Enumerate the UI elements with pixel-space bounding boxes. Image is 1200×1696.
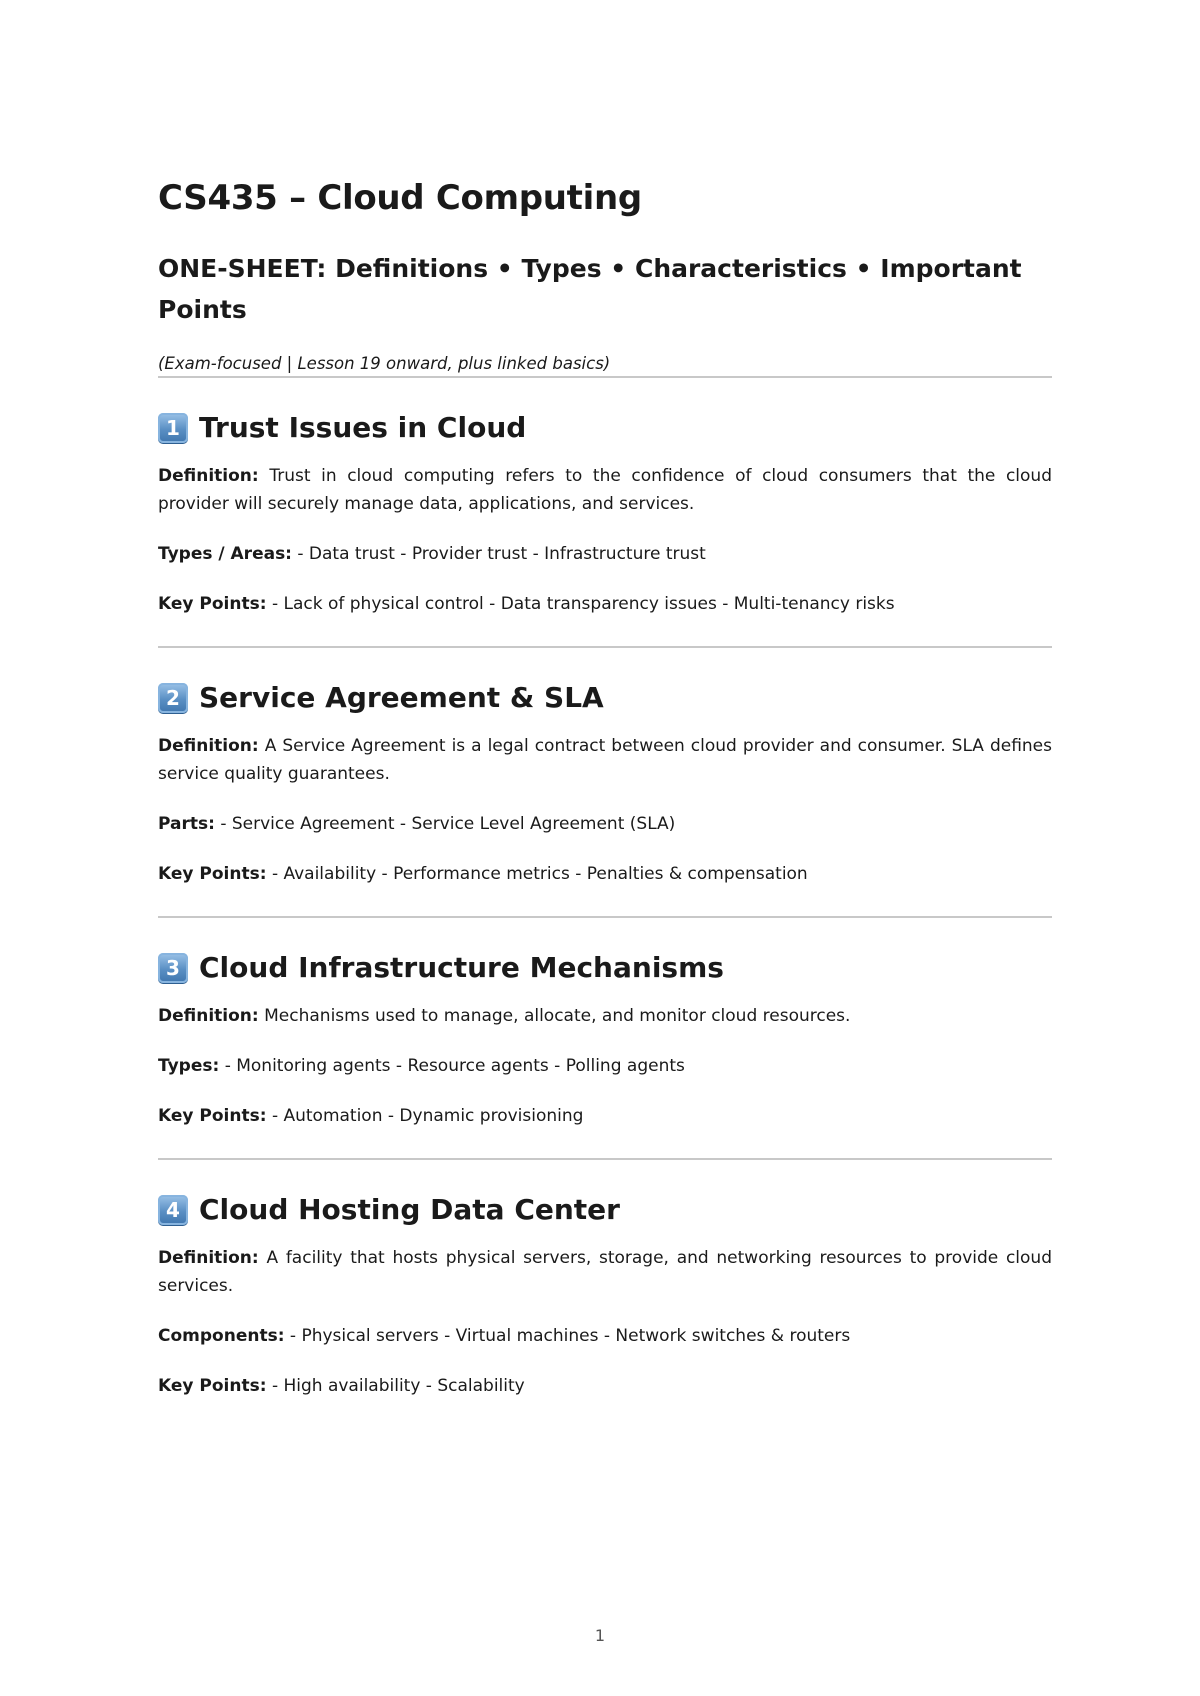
definition-paragraph xyxy=(158,1002,1052,1030)
section-heading-text: Cloud Hosting Data Center xyxy=(199,1193,620,1226)
keycap-number-icon: 1 xyxy=(158,413,188,443)
section-heading-text: Trust Issues in Cloud xyxy=(199,411,527,444)
section-heading-text: Service Agreement & SLA xyxy=(199,681,604,714)
keycap-number-icon: 3 xyxy=(158,953,188,983)
key-points-text: - High availability - Scalability xyxy=(271,1376,525,1396)
definition-paragraph xyxy=(158,1244,1052,1300)
definition-label: Definition: xyxy=(158,1006,259,1026)
types-label: Types: xyxy=(158,1056,220,1076)
keycap-number-icon: 2 xyxy=(158,683,188,713)
key-points-paragraph xyxy=(158,1372,1052,1400)
keycap-number-icon: 4 xyxy=(158,1195,188,1225)
key-points-paragraph xyxy=(158,860,1052,888)
definition-paragraph xyxy=(158,732,1052,788)
types-text: - Monitoring agents - Resource agents - Polling agents xyxy=(224,1056,685,1076)
document-note: (Exam-focused | Lesson 19 onward, plus linked basics) xyxy=(158,354,611,373)
definition-text: A facility that hosts physical servers, storage, and networking resources to provide cloud services. xyxy=(158,1248,1052,1296)
definition-text: Mechanisms used to manage, allocate, and monitor cloud resources. xyxy=(264,1006,851,1026)
key-points-text: - Lack of physical control - Data transparency issues - Multi-tenancy risks xyxy=(271,594,895,614)
definition-label: Definition: xyxy=(158,466,259,486)
types-label: Types / Areas: xyxy=(158,544,292,564)
key-points-label: Key Points: xyxy=(158,594,267,614)
components-text: - Physical servers - Virtual machines - Network switches & routers xyxy=(289,1326,851,1346)
types-text: - Data trust - Provider trust - Infrastructure trust xyxy=(297,544,706,564)
page-number: 1 xyxy=(594,1626,606,1645)
types-paragraph xyxy=(158,540,1052,568)
types-paragraph xyxy=(158,1052,1052,1080)
section-heading xyxy=(158,678,1052,718)
document-subtitle: ONE-SHEET: Definitions • Types • Characteristics • Important Points xyxy=(158,254,1022,324)
key-points-paragraph xyxy=(158,1102,1052,1130)
definition-paragraph xyxy=(158,462,1052,518)
section-service-agreement xyxy=(158,648,1052,916)
section-heading xyxy=(158,408,1052,448)
key-points-paragraph xyxy=(158,590,1052,618)
document-page xyxy=(158,170,1052,1428)
definition-text: Trust in cloud computing refers to the confidence of cloud consumers that the cloud provider will securely manage data, applications, and services. xyxy=(158,466,1052,514)
key-points-label: Key Points: xyxy=(158,1106,267,1126)
components-label: Components: xyxy=(158,1326,285,1346)
components-paragraph xyxy=(158,1322,1052,1350)
definition-label: Definition: xyxy=(158,736,259,756)
parts-paragraph xyxy=(158,810,1052,838)
key-points-label: Key Points: xyxy=(158,1376,267,1396)
definition-label: Definition: xyxy=(158,1248,259,1268)
document-title: CS435 – Cloud Computing xyxy=(158,178,642,218)
key-points-text: - Availability - Performance metrics - Penalties & compensation xyxy=(271,864,808,884)
key-points-label: Key Points: xyxy=(158,864,267,884)
key-points-text: - Automation - Dynamic provisioning xyxy=(271,1106,584,1126)
definition-text: A Service Agreement is a legal contract between cloud provider and consumer. SLA defines service quality guarantees. xyxy=(158,736,1052,784)
section-infrastructure-mechanisms xyxy=(158,918,1052,1158)
parts-label: Parts: xyxy=(158,814,215,834)
section-heading xyxy=(158,948,1052,988)
section-heading-text: Cloud Infrastructure Mechanisms xyxy=(199,951,724,984)
section-heading xyxy=(158,1190,1052,1230)
section-trust-issues xyxy=(158,378,1052,646)
parts-text: - Service Agreement - Service Level Agreement (SLA) xyxy=(220,814,676,834)
section-hosting-data-center xyxy=(158,1160,1052,1428)
